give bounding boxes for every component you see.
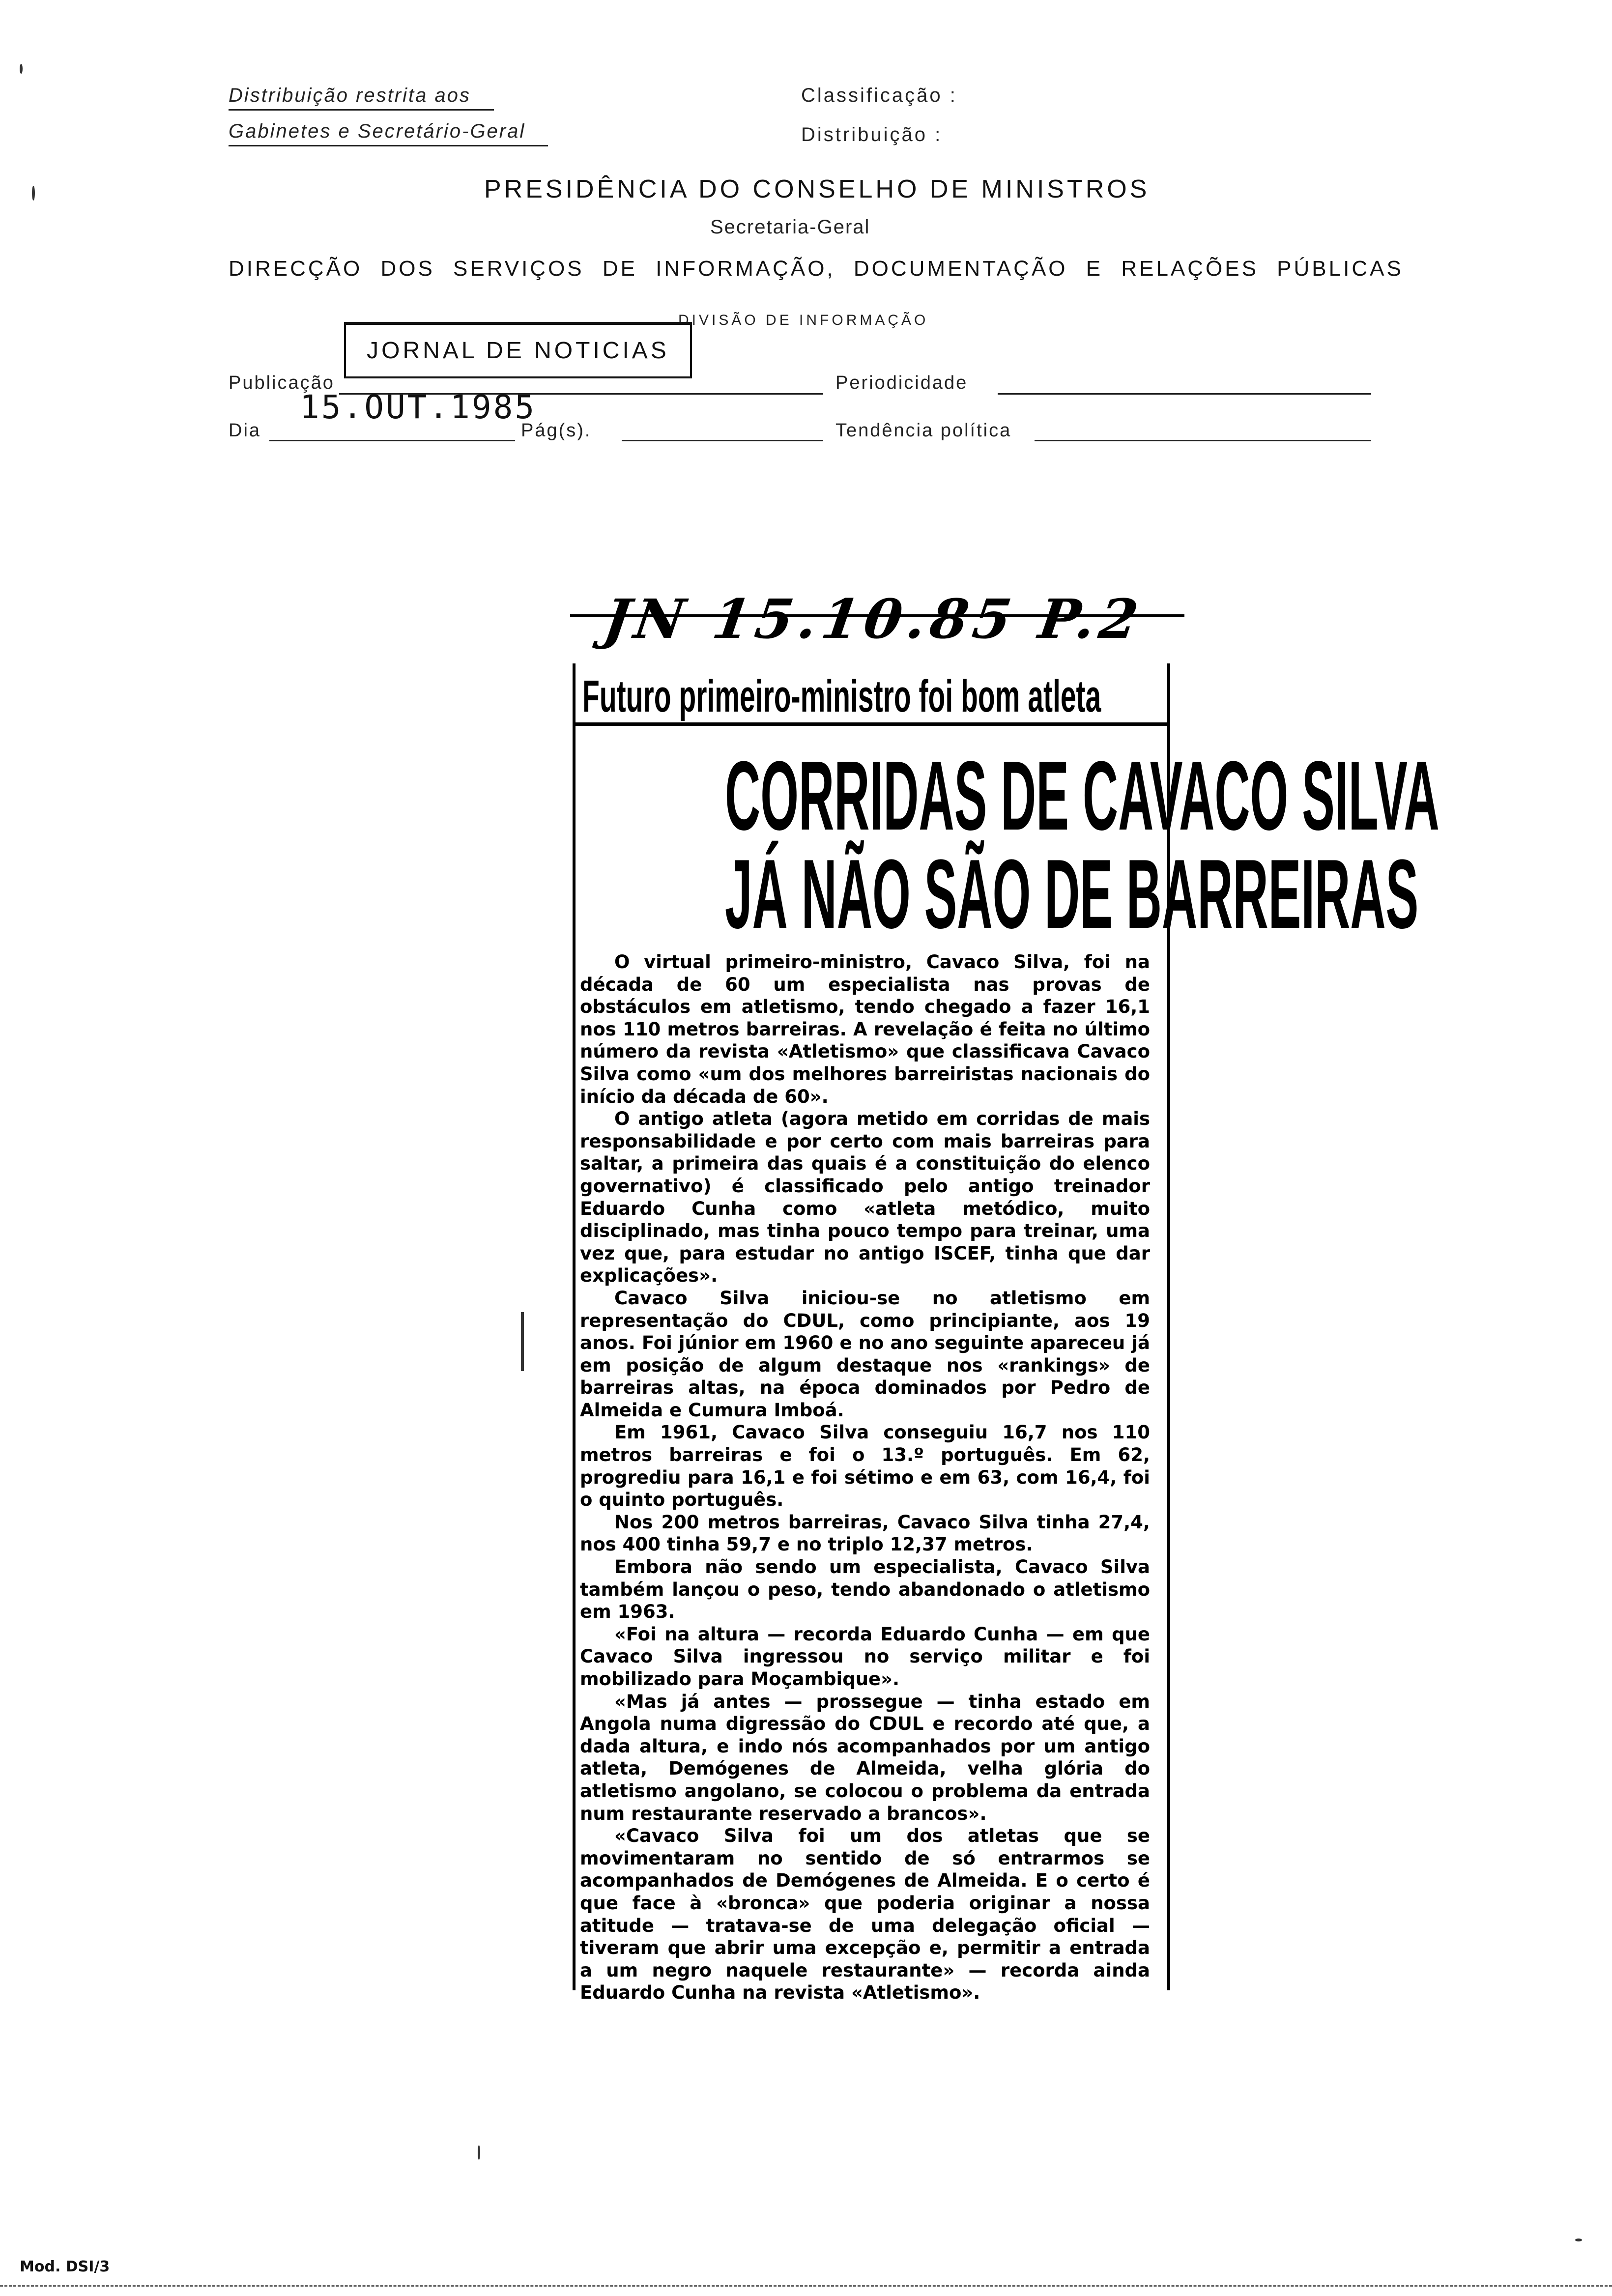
- institution-title: PRESIDÊNCIA DO CONSELHO DE MINISTROS: [484, 175, 1150, 203]
- headline-line2: JÁ NÃO SÃO DE BARREIRAS: [725, 839, 1419, 949]
- political-tendency-label: Tendência política: [835, 420, 1012, 441]
- article-paragraph: Embora não sendo um especialista, Cavaco Silva também lançou o peso, tendo abandonado o atletismo em 1963.: [580, 1556, 1150, 1623]
- secretariat-title: Secretaria-Geral: [710, 216, 870, 238]
- article-body: [580, 951, 1150, 2004]
- underline: [229, 145, 548, 146]
- date-line: [269, 440, 515, 441]
- pages-label: Pág(s).: [521, 420, 592, 441]
- restricted-distribution-line2: Gabinetes e Secretário-Geral: [229, 120, 526, 142]
- distribuicao-label: Distribuição :: [801, 124, 943, 145]
- article-paragraph: «Cavaco Silva foi um dos atletas que se movimentaram no sentido de só entrarmos se acompanhados de Demógenes de Almeida. E o certo é que face à «bronca» que poderia originar a nossa atitude — tratava-se de uma delegação oficial — tiveram que abrir uma excepção e, permitir a entrada a um negro naquele restaurante» — recorda ainda Eduardo Cunha na revista «Atletismo».: [580, 1825, 1150, 2004]
- form-code: Mod. DSI/3: [20, 2258, 110, 2275]
- date-label: Dia: [229, 420, 261, 441]
- headline-line1: CORRIDAS DE CAVACO SILVA: [725, 741, 1439, 851]
- clipping-top-rule: [570, 614, 1184, 617]
- scan-mark: [521, 1312, 524, 1371]
- handwritten-reference: JN 15.10.85 P.2: [600, 587, 1147, 651]
- scan-bottom-edge: [0, 2285, 1612, 2287]
- periodicity-label: Periodicidade: [835, 373, 968, 393]
- underline: [229, 109, 494, 111]
- periodicity-line: [998, 393, 1371, 395]
- scan-speck: [20, 64, 23, 74]
- scan-speck: [32, 186, 35, 201]
- classificacao-label: Classificação :: [801, 85, 957, 106]
- pages-line: [622, 440, 823, 441]
- political-tendency-line: [1035, 440, 1371, 441]
- publication-label: Publicação: [229, 373, 335, 393]
- article-paragraph: Nos 200 metros barreiras, Cavaco Silva tinha 27,4, nos 400 tinha 59,7 e no triplo 12,37 metros.: [580, 1511, 1150, 1555]
- restricted-distribution-line1: Distribuição restrita aos: [229, 85, 471, 106]
- article-paragraph: «Mas já antes — prossegue — tinha estado em Angola numa digressão do CDUL e recordo até que, a dada altura, e indo nós acompanhados por um antigo atleta, Demógenes de Almeida, velha glória do atletismo angolano, se colocou o problema da entrada num restaurante reservado a brancos».: [580, 1691, 1150, 1824]
- article-paragraph: O virtual primeiro-ministro, Cavaco Silva, foi na década de 60 um especialista nas provas de obstáculos em atletismo, tendo chegado a fazer 16,1 nos 110 metros barreiras. A revelação é feita no último número da revista «Atletismo» que classificava Cavaco Silva como «um dos melhores barreiristas nacionais do início da década de 60».: [580, 951, 1150, 1107]
- directorate-title: DIRECÇÃO DOS SERVIÇOS DE INFORMAÇÃO, DOCUMENTAÇÃO E RELAÇÕES PÚBLICAS: [229, 257, 1404, 281]
- scan-speck: [1575, 2239, 1582, 2241]
- division-title: DIVISÃO DE INFORMAÇÃO: [678, 312, 929, 328]
- clipping-left-rule: [573, 663, 576, 1990]
- kicker-rule: [573, 722, 1170, 726]
- article-kicker: Futuro primeiro-ministro foi bom atleta: [582, 671, 1101, 721]
- scan-speck: [478, 2145, 480, 2160]
- date-stamp: 15.OUT.1985: [300, 388, 537, 426]
- article-paragraph: O antigo atleta (agora metido em corridas de mais responsabilidade e por certo com mais barreiras para saltar, a primeira das quais é a constituição do elenco governativo) é classificado pelo antigo treinador Eduardo Cunha como «atleta metódico, muito disciplinado, mas tinha pouco tempo para treinar, uma vez que, para estudar no antigo ISCEF, tinha que dar explicações».: [580, 1108, 1150, 1287]
- article-paragraph: «Foi na altura — recorda Eduardo Cunha — em que Cavaco Silva ingressou no serviço militar e foi mobilizado para Moçambique».: [580, 1623, 1150, 1690]
- publication-stamp: JORNAL DE NOTICIAS: [344, 322, 692, 378]
- article-paragraph: Cavaco Silva iniciou-se no atletismo em representação do CDUL, como principiante, aos 19 anos. Foi júnior em 1960 e no ano seguinte apareceu já em posição de algum destaque nos «rankings» de barreiras altas, na época dominados por Pedro de Almeida e Cumura Imboá.: [580, 1287, 1150, 1421]
- article-paragraph: Em 1961, Cavaco Silva conseguiu 16,7 nos 110 metros barreiras e foi o 13.º português. Em 62, progrediu para 16,1 e foi sétimo e em 63, com 16,4, foi o quinto português.: [580, 1422, 1150, 1511]
